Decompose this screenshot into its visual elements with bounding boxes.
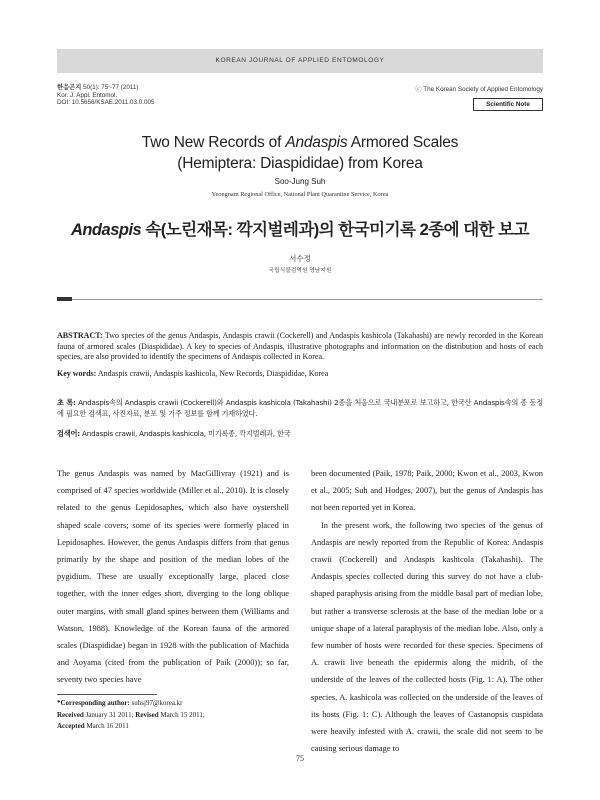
title-korean	[57, 216, 543, 240]
accepted-date: March 16 2011	[84, 722, 129, 730]
section-divider	[57, 299, 543, 300]
affiliation-english: Yeongnam Regional Office, National Plant Quarantine Service, Korea	[211, 191, 389, 198]
title-genus: Andaspis	[285, 134, 348, 151]
doi: DOI: 10.5656/KSAE.2011.03.0.005	[57, 99, 155, 106]
keywords	[57, 369, 543, 380]
abstract-label: ABSTRACT:	[57, 331, 103, 340]
corresponding-label: *Corresponding author:	[57, 699, 130, 707]
abstract-text: Two species of the genus Andaspis, Andaspis crawii (Cockerell) and Andaspis kashicola (Takahashi) are newly recorded in the Korean fauna of armored scales (Diaspididae). A key to species of Andaspis, illustrative photographs and information on the distribution and hosts of each species, are also provided to identify the specimens of Andaspis collected in Korea.	[57, 331, 543, 361]
abstract-ko-text: Andaspis속의 Andaspis crawii (Cockerell)와 Andaspis kashicola (Takahashi) 2종을 처음으로 국내분포로 보고하고, 한국산 Andaspis속의 종 동정에 필요한 검색표, 사진자료, 분포 및 기주 정보를 함께 기재하였다.	[57, 398, 543, 418]
section-divider-accent	[57, 297, 72, 301]
journal-header: KOREAN JOURNAL OF APPLIED ENTOMOLOGY	[57, 49, 543, 73]
title-line2: (Hemiptera: Diaspididae) from Korea	[177, 155, 423, 172]
body-column-left	[57, 465, 289, 689]
footnote	[57, 698, 289, 733]
body-paragraph: been documented (Paik, 1978; Paik, 2000; Kwon et al., 2003, Kwon et al., 2005; Suh and Hodges, 2007), but the genus of Andaspis has not been reported yet in Korea.	[311, 469, 543, 513]
title-english	[57, 132, 543, 174]
accepted-label: Accepted	[57, 722, 85, 730]
keywords-label: Key words:	[57, 369, 97, 378]
abstract-korean	[57, 397, 543, 419]
korean-journal-name: 한응곤지	[57, 84, 82, 91]
author-english: Soo-Jung Suh	[274, 177, 326, 186]
citation-info	[57, 84, 155, 107]
revised-date: March 15 2011;	[158, 710, 205, 719]
volume-info: 50(1): 75~77 (2011)	[81, 84, 139, 91]
body-paragraph: The genus Andaspis was named by MacGillivray (1921) and is comprised of 47 species worldwide (Miller et al., 2010). It is closely related to the genus Lepidosaphes, which also have oystershell shaped scale covers; some of its species were formerly placed in Lepidosaphes. However, the genus Andaspis differs from that genus primarily by the shape and position of the median lobes of the pygidium. These are usually exceptionally large, placed close together, with the inner edges short, diverging to the long oblique outer margins, with small gland spines between them (Williams and Watson, 1988). Knowledge of the Korean fauna of the armored scales (Diaspididae) began in 1928 with the publication of Machida and Aoyama (cited from the publication of Paik (2000)); so far, seventy two species have	[57, 469, 289, 685]
title-ko-rest: 속(노린재목: 깍지벌레과)의 한국미기록 2종에 대한 보고	[141, 221, 530, 239]
keywords-ko-text: Andaspis crawii, Andaspis kashicola, 미기록종, 깍지벌레과, 한국	[79, 429, 291, 438]
received-label: Received	[57, 710, 84, 719]
abstract	[57, 331, 543, 363]
author-korean: 서수정	[289, 254, 311, 263]
revised-label: Revised	[135, 710, 159, 719]
keywords-korean	[57, 428, 543, 439]
body-column-right	[311, 465, 543, 757]
corresponding-email: suhsj97@korea.kr	[129, 699, 183, 707]
journal-abbreviation: Kor. J. Appl. Entomol.	[57, 91, 118, 99]
title-ko-genus: Andaspis	[70, 221, 142, 239]
title-suffix: Armored Scales	[347, 134, 459, 151]
keywords-text: Andaspis crawii, Andaspis kashicola, New Records, Diaspididae, Korea	[96, 369, 329, 378]
footnote-divider	[57, 694, 157, 695]
body-paragraph: In the present work, the following two species of the genus of Andaspis are newly reported from the Republic of Korea: Andaspis crawii (Cockerell) and Andaspis kashicola (Takahashi). The Andaspis species collected during this survey do not have a club-shaped paraphysis arising from the middle basal part of median lobe, but rather a transverse sclerosis at the base of the median lobe or a unique shape of a lateral paraphysis of the median lobe. Also, only a few number of hosts were recorded for these species. Specimens of A. crawii live beneath the epidermis along the midrib, of the underside of the leaves of the collected hosts (Fig. 1: A). The other species, A. kashicola was collected on the underside of the leaves of its hosts (Fig. 1: C). Although the leaves of Castanopsis cuspidata were heavily infested with A. crawii, the scale did not seem to be causing serious damage to	[311, 520, 543, 754]
keywords-ko-label: 검색어:	[57, 429, 80, 438]
article-type-badge: Scientific Note	[473, 98, 543, 111]
affiliation-korean: 국립식물검역원 영남지원	[268, 268, 332, 274]
abstract-ko-label: 초 록:	[57, 398, 76, 407]
title-prefix: Two New Records of	[141, 134, 286, 151]
copyright: ⓒ The Korean Society of Applied Entomology	[415, 86, 543, 93]
received-date: January 31 2011;	[83, 710, 136, 719]
page-number: 75	[296, 754, 304, 763]
